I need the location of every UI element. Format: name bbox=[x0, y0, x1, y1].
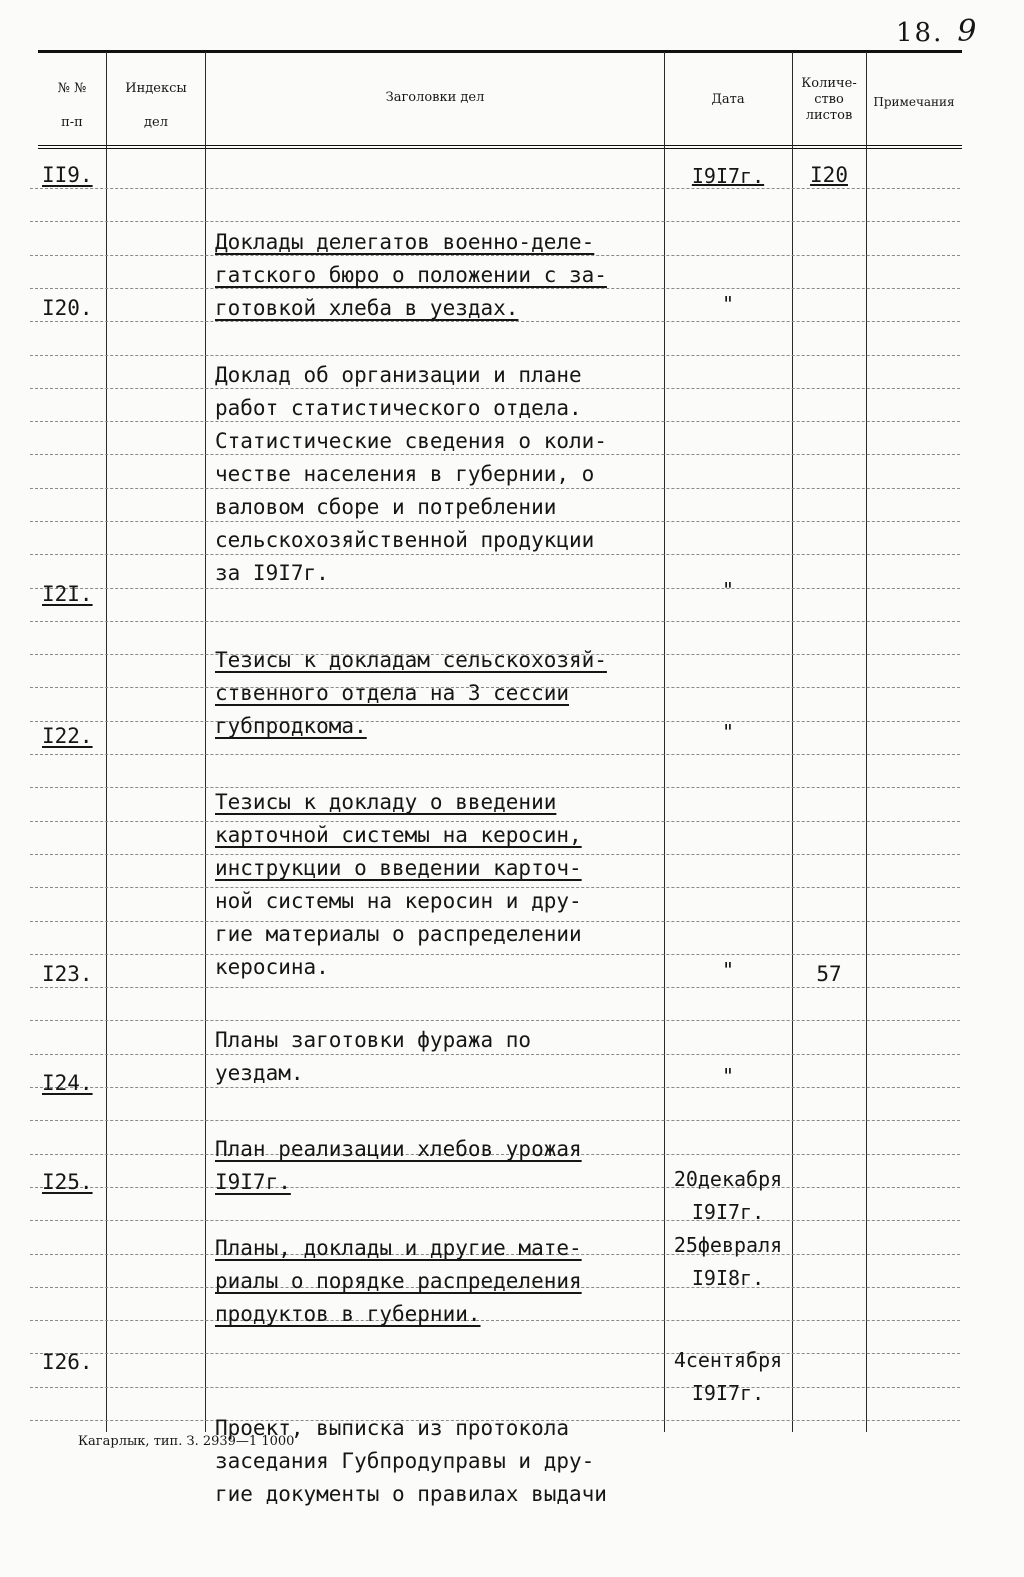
header-num: № № п-п bbox=[57, 81, 87, 130]
entry-title: Планы заготовки фуража по уездам. bbox=[215, 1028, 532, 1085]
entry-number: II9. bbox=[42, 163, 93, 187]
entry-title: Доклад об организации и плане работ статистического отдела. Статистические сведения о коли- честве населения в губернии, о валовом сборе и потреблении сельскохозяйственной продукции за I9I7г. bbox=[215, 363, 607, 585]
entry-date: " bbox=[721, 578, 735, 602]
col-divider-1 bbox=[106, 52, 107, 1432]
entry-number: I22. bbox=[42, 724, 93, 748]
header-date: Дата bbox=[711, 92, 745, 107]
entry-date: 20декабря I9I7г. 25февраля I9I8г. bbox=[673, 1167, 783, 1290]
entry-number: I23. bbox=[42, 962, 93, 986]
printer-imprint: Кагарлык, тип. З. 2939—1 1000 bbox=[78, 1434, 295, 1449]
header-notes: Примечания bbox=[873, 95, 955, 109]
entry-sheets: 57 bbox=[816, 962, 842, 986]
page-number-typed: 18. bbox=[896, 18, 944, 48]
entry-date: " bbox=[721, 720, 735, 744]
col-divider-5 bbox=[866, 52, 867, 1432]
entry-number: I24. bbox=[42, 1071, 93, 1095]
entry-title: Проект, выписка из протокола заседания Губпродуправы и дру- гие документы о правилах выдачи bbox=[215, 1416, 607, 1506]
header-index: Индексы дел bbox=[125, 81, 187, 130]
entry-title: Планы, доклады и другие мате- риалы о порядке распределения продуктов в губернии. bbox=[215, 1236, 582, 1326]
entry-number: I26. bbox=[42, 1350, 93, 1374]
header-bottom-border bbox=[38, 145, 962, 149]
entry-title: Тезисы к докладу о введении карточной системы на керосин, инструкции о введении карточ- ной системы на керосин и дру- гие материалы о распределении керосина. bbox=[215, 790, 582, 979]
header-title: Заголовки дел bbox=[385, 90, 485, 105]
entry-number: I2I. bbox=[42, 582, 93, 606]
col-divider-2 bbox=[205, 52, 206, 1432]
entry-title: Тезисы к докладам сельскохозяй- ственного отдела на 3 сессии губпродкома. bbox=[215, 648, 607, 738]
entry-date: 4сентября I9I7г. bbox=[673, 1348, 783, 1405]
entry-title: Доклады делегатов военно-деле- гатского бюро о положении с за- готовкой хлеба в уездах. bbox=[215, 230, 607, 320]
entry-title: План реализации хлебов урожая I9I7г. bbox=[215, 1137, 582, 1194]
entry-number: I25. bbox=[42, 1170, 93, 1194]
col-divider-4 bbox=[792, 52, 793, 1432]
entry-date: " bbox=[721, 292, 735, 316]
entry-date: " bbox=[721, 1064, 735, 1088]
header-sheets: Количе- ство листов bbox=[801, 76, 857, 123]
entry-sheets: I20 bbox=[810, 163, 848, 187]
entry-date: I9I7г. bbox=[691, 164, 765, 188]
page-number-handwritten: 9 bbox=[957, 14, 979, 49]
table-top-border bbox=[38, 50, 962, 53]
entry-date: " bbox=[721, 958, 735, 982]
entry-number: I20. bbox=[42, 296, 93, 320]
page-number bbox=[896, 14, 978, 49]
